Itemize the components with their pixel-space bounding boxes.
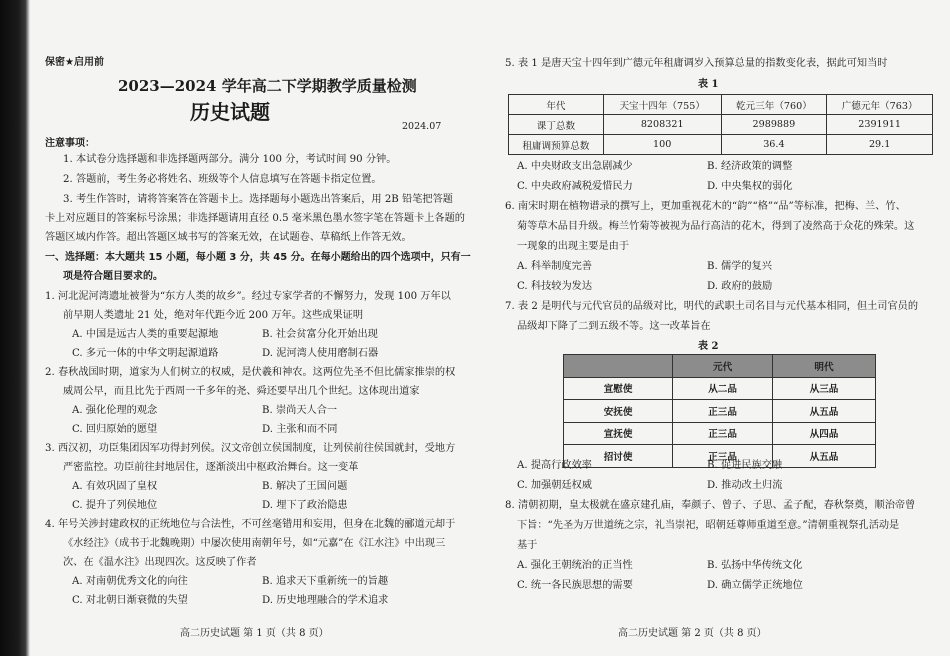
question-8-option-c[interactable]: C. 统一各民族思想的需要 bbox=[517, 580, 633, 591]
question-8-option-d[interactable]: D. 确立儒学正统地位 bbox=[707, 580, 803, 591]
table-2-title: 表 2 bbox=[698, 341, 719, 352]
table-1-cell: 乾元三年（760） bbox=[721, 95, 827, 115]
question-7-stem: 品级却下降了二到五级不等。这一改革旨在 bbox=[517, 321, 711, 332]
question-2-option-c[interactable]: C. 回归原始的愿望 bbox=[72, 424, 158, 435]
question-1-stem: 前早期人类遗址 21 处，绝对年代距今近 200 万年。这些成果证明 bbox=[63, 310, 364, 321]
table-1-cell: 2989889 bbox=[721, 115, 827, 135]
question-5-stem: 5. 表 1 是唐天宝十四年到广德元年租庸调岁入预算总量的指数变化表，据此可知当时 bbox=[505, 58, 888, 69]
notes-heading: 注意事项： bbox=[45, 138, 95, 149]
page-footer: 高二历史试题 第 1 页（共 8 页） bbox=[180, 628, 329, 639]
table-2-cell: 招讨使 bbox=[564, 445, 673, 468]
question-6-stem: 一现象的出现主要是由于 bbox=[517, 241, 630, 252]
question-8-stem: 下旨：“先圣为万世道统之宗，礼当崇祀，昭朝廷尊师重道至意。”清朝重视祭孔活动是 bbox=[517, 520, 900, 531]
question-4-stem: 次、在《温水注》出现四次。这反映了作者 bbox=[63, 557, 257, 568]
question-8-stem: 基于 bbox=[517, 540, 538, 551]
question-5-option-b[interactable]: B. 经济政策的调整 bbox=[707, 161, 793, 172]
table-2-cell: 从二品 bbox=[673, 377, 773, 400]
question-6-option-a[interactable]: A. 科举制度完善 bbox=[517, 261, 592, 272]
question-5-option-d[interactable]: D. 中央集权的弱化 bbox=[707, 181, 793, 192]
table-1-cell: 100 bbox=[603, 135, 721, 155]
question-1-option-a[interactable]: A. 中国是远古人类的重要起源地 bbox=[72, 329, 219, 340]
table-1-cell: 年代 bbox=[509, 95, 604, 115]
table-2-cell: 从五品 bbox=[773, 400, 876, 423]
question-4-option-d[interactable]: D. 历史地理融合的学术追求 bbox=[262, 595, 389, 606]
page-footer: 高二历史试题 第 2 页（共 8 页） bbox=[618, 628, 767, 639]
question-7-option-b[interactable]: B. 促进民族交融 bbox=[707, 460, 783, 471]
note-line: 3. 考生作答时，请将答案答在答题卡上。选择题每小题选出答案后，用 2B 铅笔把答题 bbox=[63, 194, 453, 205]
table-1-cell: 36.4 bbox=[721, 135, 827, 155]
note-line: 答题区域内作答。超出答题区域书写的答案无效，在试题卷、草稿纸上作答无效。 bbox=[45, 232, 412, 243]
table-2-cell: 从三品 bbox=[773, 377, 876, 400]
table-2-cell: 从五品 bbox=[773, 445, 876, 468]
table-1-cell: 租庸调预算总数 bbox=[509, 135, 604, 155]
question-8-option-a[interactable]: A. 强化王朝统治的正当性 bbox=[517, 560, 633, 571]
question-4-option-b[interactable]: B. 追求天下重新统一的旨趣 bbox=[262, 576, 389, 587]
table-1-cell: 课丁总数 bbox=[509, 115, 604, 135]
question-3-stem: 严密监控。功臣前往封地居住，逐渐淡出中枢政治舞台。这一变革 bbox=[63, 462, 359, 473]
secret-label: 保密★启用前 bbox=[45, 57, 104, 68]
table-1-cell: 8208321 bbox=[603, 115, 721, 135]
exam-date: 2024.07 bbox=[402, 121, 442, 132]
table-2-cell: 正三品 bbox=[673, 422, 773, 445]
table-2-cell: 从四品 bbox=[773, 422, 876, 445]
table-2-cell: 元代 bbox=[673, 355, 773, 378]
question-5-option-c[interactable]: C. 中央政府减税爱惜民力 bbox=[517, 181, 633, 192]
question-6-option-b[interactable]: B. 儒学的复兴 bbox=[707, 261, 772, 272]
table-2-cell: 宣抚使 bbox=[564, 422, 673, 445]
question-6-stem: 6. 南宋时期在植物谱录的撰写上，更加重视花木的“韵”“格”“品”等标准，把梅、兰、竹、 bbox=[505, 201, 906, 212]
note-line: 2. 答题前，考生务必将姓名、班级等个人信息填写在答题卡指定位置。 bbox=[63, 174, 382, 185]
table-1-cell: 29.1 bbox=[827, 135, 933, 155]
note-line: 1. 本试卷分选择题和非选择题两部分。满分 100 分，考试时间 90 分钟。 bbox=[63, 154, 397, 165]
question-6-stem: 菊等草木品目升级。梅兰竹菊等被视为品行高洁的花木，得到了凌然高于众花的殊荣。这 bbox=[517, 221, 915, 232]
table-1 bbox=[508, 94, 933, 155]
table-2-cell: 正三品 bbox=[673, 400, 773, 423]
question-2-option-a[interactable]: A. 强化伦理的观念 bbox=[72, 405, 158, 416]
table-2-cell: 明代 bbox=[773, 355, 876, 378]
question-4-stem: 《水经注》（成书于北魏晚期）中屡次使用南朝年号，如“元嘉”在《江水注》中出现三 bbox=[63, 538, 446, 549]
scan-dark-edge bbox=[0, 0, 30, 656]
table-2-cell: 宣慰使 bbox=[564, 377, 673, 400]
table-2-cell: 安抚使 bbox=[564, 400, 673, 423]
question-4-option-a[interactable]: A. 对南朝优秀文化的向往 bbox=[72, 576, 188, 587]
exam-title: 2023—2024 学年高二下学期教学质量检测 bbox=[118, 77, 417, 95]
question-3-stem: 3. 西汉初，功臣集团因军功得封列侯。汉文帝创立侯国制度，让列侯前往侯国就封，受地方 bbox=[45, 443, 456, 454]
question-1-option-c[interactable]: C. 多元一体的中华文明起源道路 bbox=[72, 348, 219, 359]
question-1-option-b[interactable]: B. 社会贫富分化开始出现 bbox=[262, 329, 378, 340]
question-8-stem: 8. 清朝初期，皇太极就在盛京建孔庙，奉颜子、曾子、子思、孟子配，春秋祭奠，顺治帝曾 bbox=[505, 500, 916, 511]
question-4-stem: 4. 年号关涉封建政权的正统地位与合法性，不可丝毫错用和妄用，但身在北魏的郦道元却于 bbox=[45, 519, 456, 530]
question-6-option-c[interactable]: C. 科技较为发达 bbox=[517, 281, 593, 292]
table-2-cell bbox=[564, 355, 673, 378]
question-2-option-b[interactable]: B. 崇尚天人合一 bbox=[262, 405, 338, 416]
question-1-option-d[interactable]: D. 泥河湾人使用磨制石器 bbox=[262, 348, 379, 359]
question-2-stem: 2. 春秋战国时期，道家为人们树立的权威，是伏羲和神农。这两位先圣不但比儒家推崇的权 bbox=[45, 367, 456, 378]
question-7-stem: 7. 表 2 是明代与元代官员的品级对比，明代的武职土司名目与元代基本相同，但土司官员的 bbox=[505, 301, 919, 312]
table-1-cell: 天宝十四年（755） bbox=[603, 95, 721, 115]
question-2-stem: 威周公早，而且比先于西周一千多年的尧、舜还要早出几个世纪。这体现出道家 bbox=[63, 386, 420, 397]
table-2 bbox=[563, 354, 876, 468]
question-7-option-d[interactable]: D. 推动改土归流 bbox=[707, 480, 783, 491]
exam-page-2 bbox=[505, 0, 935, 656]
question-6-option-d[interactable]: D. 政府的鼓励 bbox=[707, 281, 773, 292]
question-7-option-c[interactable]: C. 加强朝廷权威 bbox=[517, 480, 593, 491]
question-4-option-c[interactable]: C. 对北朝日渐衰微的失望 bbox=[72, 595, 188, 606]
exam-page-1 bbox=[40, 0, 485, 656]
section-title-cont: 项是符合题目要求的。 bbox=[63, 271, 163, 282]
table-1-cell: 广德元年（763） bbox=[827, 95, 933, 115]
subject-title: 历史试题 bbox=[190, 100, 270, 124]
question-3-option-d[interactable]: D. 埋下了政治隐患 bbox=[262, 500, 348, 511]
table-2-cell: 正三品 bbox=[673, 445, 773, 468]
question-3-option-b[interactable]: B. 解决了王国问题 bbox=[262, 481, 348, 492]
question-7-option-a[interactable]: A. 提高行政效率 bbox=[517, 460, 592, 471]
section-title: 一、选择题：本大题共 15 小题，每小题 3 分，共 45 分。在每小题给出的四个选项中，只有一 bbox=[45, 252, 471, 263]
question-8-option-b[interactable]: B. 弘扬中华传统文化 bbox=[707, 560, 803, 571]
table-1-title: 表 1 bbox=[698, 79, 719, 90]
question-5-option-a[interactable]: A. 中央财政支出急剧减少 bbox=[517, 161, 633, 172]
question-3-option-a[interactable]: A. 有效巩固了皇权 bbox=[72, 481, 158, 492]
note-line: 卡上对应题目的答案标号涂黑；非选择题请用直径 0.5 毫米黑色墨水签字笔在答题卡上各题的 bbox=[45, 213, 465, 224]
question-1-stem: 1. 河北泥河湾遗址被誉为“东方人类的故乡”。经过专家学者的不懈努力，发现 100 万年以 bbox=[45, 291, 451, 302]
table-1-cell: 2391911 bbox=[827, 115, 933, 135]
question-2-option-d[interactable]: D. 主张和而不同 bbox=[262, 424, 338, 435]
question-3-option-c[interactable]: C. 提升了列侯地位 bbox=[72, 500, 158, 511]
